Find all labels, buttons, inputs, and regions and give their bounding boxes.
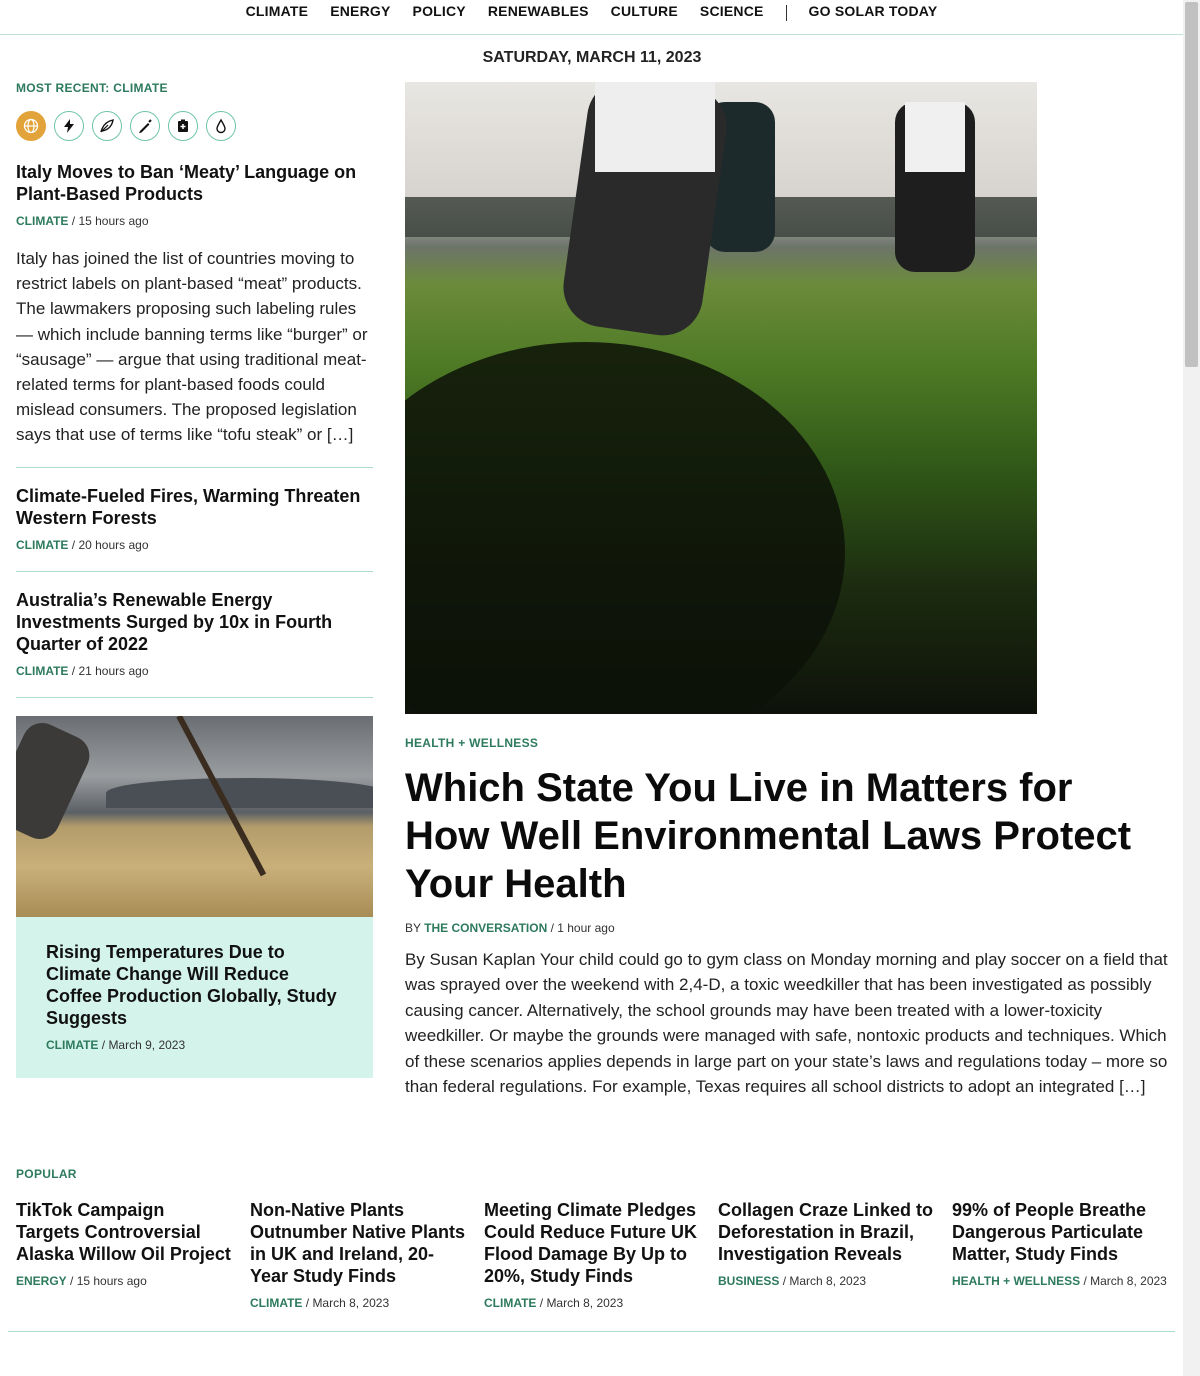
lead-story-time: / 15 hours ago xyxy=(68,214,149,228)
coffee-story-card xyxy=(16,716,373,1078)
popular-item-time: / March 8, 2023 xyxy=(302,1296,390,1310)
coffee-story-meta xyxy=(46,1038,343,1052)
popular-item-title[interactable]: TikTok Campaign Targets Controversial Alaska Willow Oil Project xyxy=(16,1200,231,1264)
globe-icon[interactable] xyxy=(16,111,46,141)
main-story-title[interactable]: Which State You Live in Matters for How Well Environmental Laws Protect Your Health xyxy=(405,766,1132,906)
popular-item-category[interactable]: CLIMATE xyxy=(484,1296,537,1310)
list-item xyxy=(16,589,373,678)
popular-item-time: / 15 hours ago xyxy=(66,1274,147,1288)
lead-story-meta xyxy=(16,214,373,228)
nav-climate[interactable]: CLIMATE xyxy=(245,3,309,19)
main-story-excerpt: By Susan Kaplan Your child could go to gym class on Monday morning and play soccer on a field that was sprayed over the weekend with 2,4-D, a toxic weedkiller that has been investigated as possibly causing cancer. Alternatively, the school grounds may have been treated with a lower-toxicity weedkiller. Or maybe the grounds were managed with safe, nontoxic products and techniques. Which of these scenarios applies depends in large part on your state’s laws and regulations today – more so than federal regulations. For example, Texas requires all school districts to adopt an integrated […] xyxy=(405,950,1168,1097)
nav-policy[interactable]: POLICY xyxy=(412,3,466,19)
popular-item-meta xyxy=(952,1274,1169,1288)
popular-item-meta xyxy=(250,1296,467,1310)
sidebar-most-recent xyxy=(16,81,373,1078)
popular-stories xyxy=(16,1199,1176,1310)
story-time: / 21 hours ago xyxy=(68,663,149,678)
page-date: SATURDAY, MARCH 11, 2023 xyxy=(482,49,702,66)
main-story-byline xyxy=(405,921,615,935)
nav-go-solar[interactable]: GO SOLAR TODAY xyxy=(808,3,938,19)
medical-icon[interactable] xyxy=(168,111,198,141)
scrollbar-thumb[interactable] xyxy=(1185,2,1198,367)
hero-image[interactable] xyxy=(405,82,1037,714)
popular-item-title[interactable]: 99% of People Breathe Dangerous Particulate Matter, Study Finds xyxy=(952,1200,1147,1264)
popular-item-meta xyxy=(718,1274,935,1288)
popular-item-meta xyxy=(484,1296,701,1310)
popular-item-time: / March 8, 2023 xyxy=(536,1296,624,1310)
list-item xyxy=(16,485,373,552)
coffee-story-body xyxy=(16,917,373,1078)
sidebar-label: MOST RECENT: CLIMATE xyxy=(16,81,168,95)
leaf-icon[interactable] xyxy=(92,111,122,141)
popular-item-meta xyxy=(16,1274,233,1288)
popular-item xyxy=(718,1199,935,1310)
drop-icon[interactable] xyxy=(206,111,236,141)
story-category[interactable]: CLIMATE xyxy=(16,663,69,678)
divider xyxy=(16,467,373,468)
main-story-author[interactable]: THE CONVERSATION xyxy=(424,921,548,935)
lead-story-category[interactable]: CLIMATE xyxy=(16,214,69,228)
byline-prefix: BY xyxy=(405,921,425,935)
coffee-story-category[interactable]: CLIMATE xyxy=(46,1037,99,1052)
story-meta xyxy=(16,664,373,678)
page-scrollbar[interactable] xyxy=(1183,0,1200,1376)
divider xyxy=(16,697,373,698)
popular-item-category[interactable]: CLIMATE xyxy=(250,1296,303,1310)
category-icon-row xyxy=(16,111,373,141)
lead-story-title[interactable]: Italy Moves to Ban ‘Meaty’ Language on Plant-Based Products xyxy=(16,162,357,204)
nav-separator xyxy=(786,5,787,21)
top-navigation xyxy=(0,0,1183,35)
popular-item xyxy=(250,1199,467,1310)
popular-item xyxy=(952,1199,1169,1310)
nav-energy[interactable]: ENERGY xyxy=(330,3,391,19)
popular-item-category[interactable]: ENERGY xyxy=(16,1274,67,1288)
lead-story xyxy=(16,161,373,448)
story-title[interactable]: Australia’s Renewable Energy Investments Surged by 10x in Fourth Quarter of 2022 xyxy=(16,589,333,654)
popular-item-title[interactable]: Collagen Craze Linked to Deforestation in Brazil, Investigation Reveals xyxy=(718,1200,934,1264)
lead-story-excerpt: Italy has joined the list of countries moving to restrict labels on plant-based “meat” products. The lawmakers proposing such labeling rules — which include banning terms like “burger” or “sausage” — argue that using traditional meat-related terms for plant-based foods could mislead consumers. The proposed legislation says that use of terms like “tofu steak” or […] xyxy=(16,249,368,445)
nav-renewables[interactable]: RENEWABLES xyxy=(487,3,589,19)
popular-label: POPULAR xyxy=(16,1167,77,1181)
divider xyxy=(16,571,373,572)
bolt-icon[interactable] xyxy=(54,111,84,141)
story-meta xyxy=(16,538,373,552)
coffee-story-title[interactable]: Rising Temperatures Due to Climate Change Will Reduce Coffee Production Globally, Study Suggests xyxy=(46,941,337,1028)
story-time: / 20 hours ago xyxy=(68,537,149,552)
coffee-story-photo[interactable] xyxy=(16,716,373,917)
nav-science[interactable]: SCIENCE xyxy=(699,3,764,19)
coffee-story-time: / March 9, 2023 xyxy=(98,1037,186,1052)
pen-icon[interactable] xyxy=(130,111,160,141)
popular-item-category[interactable]: HEALTH + WELLNESS xyxy=(952,1274,1081,1288)
nav-culture[interactable]: CULTURE xyxy=(610,3,678,19)
popular-item-time: / March 8, 2023 xyxy=(779,1274,867,1288)
divider xyxy=(8,1331,1175,1332)
story-title[interactable]: Climate-Fueled Fires, Warming Threaten Western Forests xyxy=(16,485,361,528)
popular-item xyxy=(484,1199,701,1310)
popular-item-title[interactable]: Meeting Climate Pledges Could Reduce Future UK Flood Damage By Up to 20%, Study Finds xyxy=(484,1200,698,1286)
main-story-time: / 1 hour ago xyxy=(547,921,615,935)
popular-item-category[interactable]: BUSINESS xyxy=(718,1274,780,1288)
story-category[interactable]: CLIMATE xyxy=(16,537,69,552)
popular-item-title[interactable]: Non-Native Plants Outnumber Native Plants in UK and Ireland, 20-Year Study Finds xyxy=(250,1200,466,1286)
main-story-category[interactable]: HEALTH + WELLNESS xyxy=(405,736,539,750)
popular-item xyxy=(16,1199,233,1310)
popular-item-time: / March 8, 2023 xyxy=(1080,1274,1167,1288)
